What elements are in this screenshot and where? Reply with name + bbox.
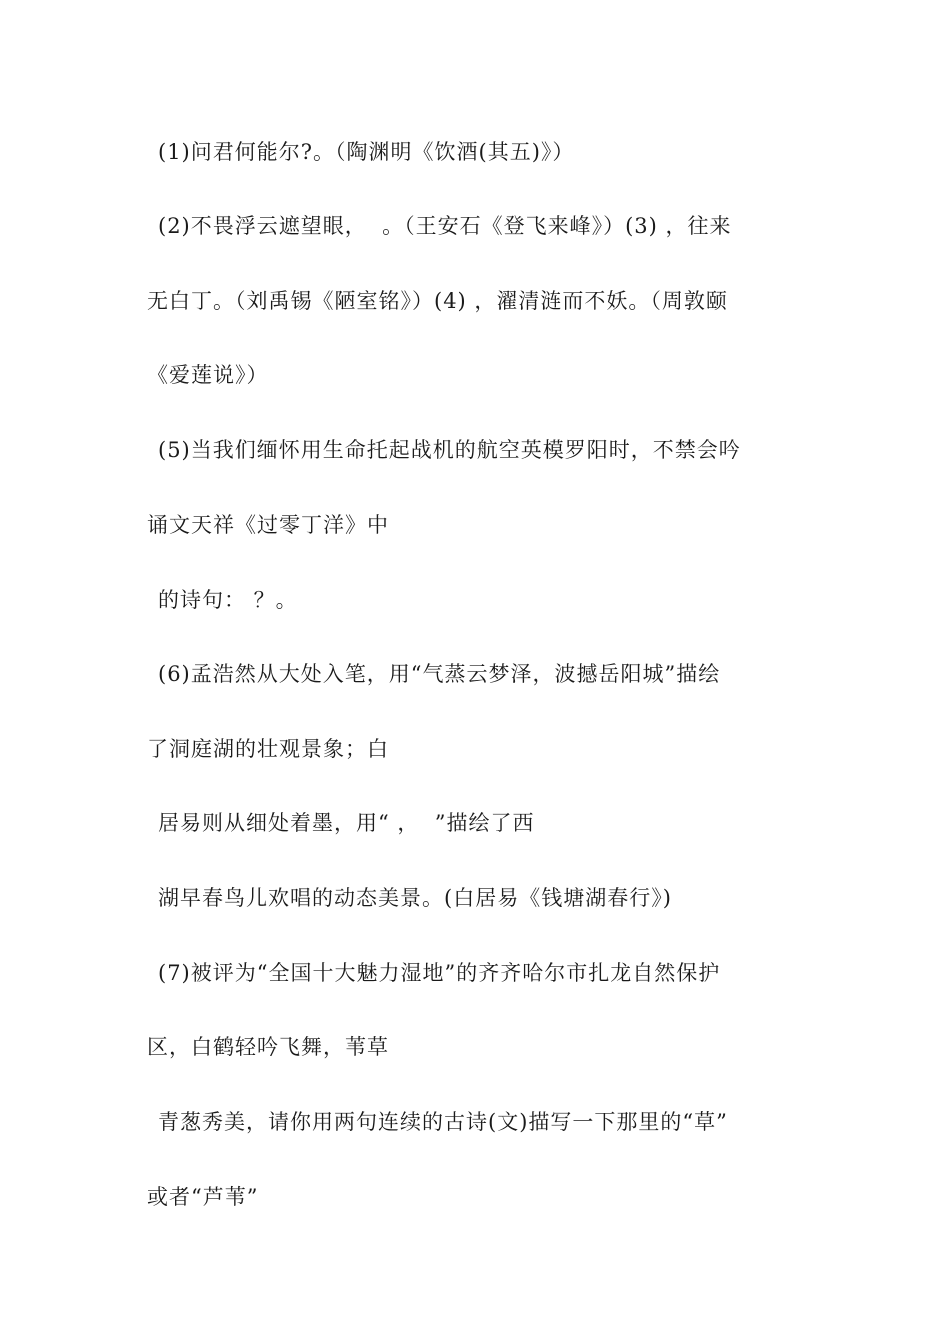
question-7-prompt-line: 青葱秀美，请你用两句连续的古诗(文)描写一下那里的“草” — [158, 1110, 728, 1134]
question-3-4-line: 无白丁。（刘禹锡《陋室铭》）(4) ，濯清涟而不妖。（周敦颐 — [147, 289, 728, 313]
question-5-continued-line: 诵文天祥《过零丁洋》中 — [147, 513, 389, 537]
question-7-continued-line: 区，白鹤轻吟飞舞，苇草 — [147, 1035, 389, 1059]
question-7-end-line: 或者“芦苇” — [147, 1185, 259, 1209]
question-7-line: (7)被评为“全国十大魅力湿地”的齐齐哈尔市扎龙自然保护 — [158, 961, 721, 985]
question-2-3-line: (2)不畏浮云遮望眼， 。（王安石《登飞来峰》）(3) ，往来 — [158, 214, 732, 238]
question-4-source-line: 《爱莲说》） — [147, 363, 269, 387]
question-5-line: (5)当我们缅怀用生命托起战机的航空英模罗阳时，不禁会吟 — [158, 438, 741, 462]
question-6-source-line: 湖早春鸟儿欢唱的动态美景。(白居易《钱塘湖春行》) — [158, 886, 672, 910]
question-1-line: (1)问君何能尔?。（陶渊明《饮酒(其五)》） — [158, 140, 575, 164]
question-6-blank-line: 居易则从细处着墨，用“ ， ”描绘了西 — [158, 811, 535, 835]
question-6-continued-line: 了洞庭湖的壮观景象；白 — [147, 737, 389, 761]
question-6-line: (6)孟浩然从大处入笔，用“气蒸云梦泽，波撼岳阳城”描绘 — [158, 662, 721, 686]
question-5-answer-line: 的诗句： ？。 — [158, 588, 298, 612]
